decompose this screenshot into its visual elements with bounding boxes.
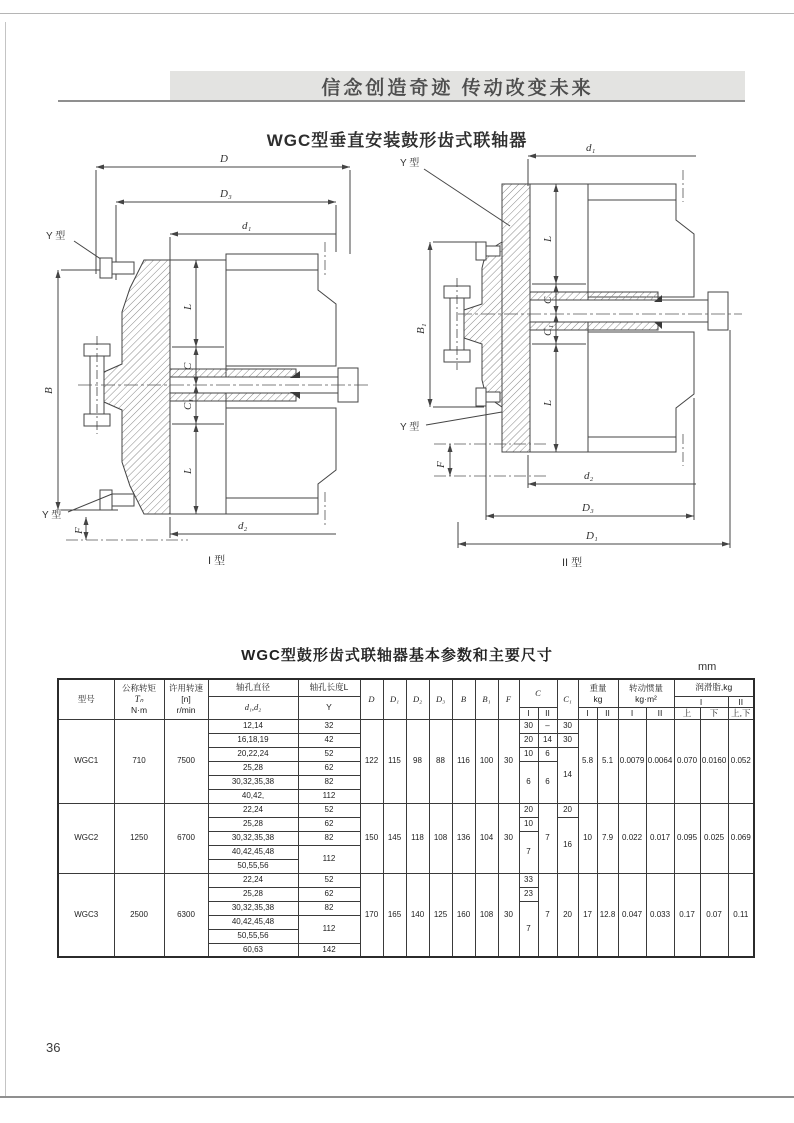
drawing-type2 <box>398 142 760 582</box>
banner-underline <box>58 100 745 102</box>
dim-label-d2: d₂ <box>584 470 594 482</box>
table-cell: 25,28 <box>208 761 298 775</box>
dim-label-C: C <box>182 362 194 370</box>
table-cell: 142 <box>298 943 360 957</box>
dim-label-L-bottom: L <box>542 399 554 406</box>
table-cell: 25,28 <box>208 817 298 831</box>
header-length-sub: Y <box>298 696 360 719</box>
table-cell: 0.070 <box>674 719 700 803</box>
table-cell: 5.8 <box>578 719 597 803</box>
drawing-type1 <box>38 142 398 582</box>
header-model: 型号 <box>58 679 114 719</box>
header-grease-down: 下 <box>700 708 728 720</box>
table-cell: 30 <box>519 719 538 733</box>
table-row <box>58 719 754 733</box>
header-torque-line2: Tₙ <box>134 693 144 704</box>
table-cell: WGC1 <box>58 719 114 803</box>
dim-label-L-bottom: L <box>182 467 194 474</box>
dim-label-F: F <box>73 527 85 534</box>
table-cell: 0.022 <box>618 803 646 873</box>
drawing-caption-type1: I 型 <box>208 555 226 567</box>
table-cell: 0.11 <box>728 873 754 957</box>
table-cell: 145 <box>383 803 406 873</box>
table-cell: 20 <box>557 803 578 817</box>
table-cell: 40,42,45,48 <box>208 845 298 859</box>
table-cell: 10 <box>519 817 538 831</box>
table-cell: 20,22,24 <box>208 747 298 761</box>
unit-label: mm <box>698 661 717 673</box>
table-cell: 62 <box>298 817 360 831</box>
table-cell: 62 <box>298 887 360 901</box>
dim-label-L-top: L <box>542 235 554 242</box>
header-torque-line1: 公称转矩 <box>121 683 156 694</box>
table-cell: 100 <box>475 719 498 803</box>
table-cell: 12.8 <box>597 873 618 957</box>
table-cell: 32 <box>298 719 360 733</box>
header-speed <box>164 679 208 719</box>
header-inertia-I: I <box>618 708 646 720</box>
header-torque <box>114 679 164 719</box>
header-grease: 润滑脂,kg <box>674 679 754 696</box>
table-cell: 82 <box>298 831 360 845</box>
table-cell: 0.0064 <box>646 719 674 803</box>
header-inertia-II: II <box>646 708 674 720</box>
dim-label-C: C <box>542 296 554 304</box>
header-D2: D₂ <box>406 679 429 719</box>
header-inertia-line1: 转动惯量 <box>629 682 664 693</box>
table-cell: 0.17 <box>674 873 700 957</box>
dim-label-B: B <box>43 387 55 394</box>
dim-label-D: D <box>220 153 228 165</box>
header-speed-line2: [n] <box>181 694 191 705</box>
dim-label-B1: B₁ <box>415 323 427 334</box>
page-border-left <box>5 22 6 1096</box>
table-cell: WGC2 <box>58 803 114 873</box>
header-B1: B₁ <box>475 679 498 719</box>
header-weight-line2: kg <box>593 693 603 704</box>
table-cell: 30 <box>498 719 519 803</box>
table-cell: 30 <box>557 719 578 733</box>
table-cell: 42 <box>298 733 360 747</box>
table-cell: 710 <box>114 719 164 803</box>
header-C1: C₁ <box>557 679 578 719</box>
table-title: WGC型鼓形齿式联轴器基本参数和主要尺寸 <box>241 647 553 664</box>
table-cell: 6 <box>538 747 557 761</box>
table-cell: 6700 <box>164 803 208 873</box>
header-torque-line3: N·m <box>130 705 148 715</box>
table-cell: 165 <box>383 873 406 957</box>
table-cell: 60,63 <box>208 943 298 957</box>
table-cell: 52 <box>298 747 360 761</box>
table-cell: 30 <box>557 733 578 747</box>
table-cell: 20 <box>519 803 538 817</box>
page-border-top <box>0 13 794 14</box>
dim-label-C1: C₁ <box>182 398 194 410</box>
table-cell: 10 <box>519 747 538 761</box>
table-cell: 33 <box>519 873 538 887</box>
table-cell: 136 <box>452 803 475 873</box>
header-speed-line3: r/min <box>176 704 196 715</box>
table-cell: 82 <box>298 775 360 789</box>
table-body <box>58 719 754 957</box>
header-B: B <box>452 679 475 719</box>
table-cell: 122 <box>360 719 383 803</box>
table-cell: 82 <box>298 901 360 915</box>
header-inertia-line2: kg·m² <box>635 693 657 704</box>
table-cell: 22,24 <box>208 803 298 817</box>
header-weight-I: I <box>578 708 597 720</box>
header-C: C <box>519 679 557 708</box>
table-cell: 118 <box>406 803 429 873</box>
table-cell: 170 <box>360 873 383 957</box>
table-cell: 30 <box>498 873 519 957</box>
table-cell: 7500 <box>164 719 208 803</box>
table-cell: 30 <box>498 803 519 873</box>
header-bore: 轴孔直径 <box>208 679 298 696</box>
table-cell: 0.0079 <box>618 719 646 803</box>
y-type-label-top: Y 型 <box>400 158 420 169</box>
table-head <box>58 679 754 719</box>
dim-label-D3: D₃ <box>582 502 594 514</box>
table-cell: 20 <box>557 873 578 957</box>
table-cell: 23 <box>519 887 538 901</box>
header-grease-II: II <box>728 696 754 708</box>
header-length: 轴孔长度L <box>298 679 360 696</box>
parameters-table <box>57 678 755 958</box>
table-cell: 0.0160 <box>700 719 728 803</box>
y-type-label-bottom: Y 型 <box>400 422 420 433</box>
header-row-1 <box>58 679 754 696</box>
table-cell: 116 <box>452 719 475 803</box>
table-cell: 108 <box>429 803 452 873</box>
header-grease-updown: 上,下 <box>728 708 754 720</box>
table-cell: 25,28 <box>208 887 298 901</box>
table-cell: 115 <box>383 719 406 803</box>
dim-label-d1: d₁ <box>586 142 596 154</box>
dim-label-d2: d₂ <box>238 520 248 532</box>
y-type-label-bottom: Y 型 <box>42 510 62 521</box>
header-inertia <box>618 679 674 708</box>
table-cell: 50,55,56 <box>208 929 298 943</box>
table-cell: 6 <box>519 761 538 803</box>
table-cell: 16 <box>557 817 578 873</box>
table-cell: 1250 <box>114 803 164 873</box>
header-D3: D₃ <box>429 679 452 719</box>
table-cell: 108 <box>475 873 498 957</box>
table-cell: 98 <box>406 719 429 803</box>
header-weight <box>578 679 618 708</box>
page-number: 36 <box>46 1040 61 1055</box>
table-cell: 112 <box>298 915 360 943</box>
header-C-II: II <box>538 708 557 720</box>
table-cell: 104 <box>475 803 498 873</box>
table-cell: 14 <box>538 733 557 747</box>
table-cell: 0.047 <box>618 873 646 957</box>
table-cell: 50,55,56 <box>208 859 298 873</box>
table-cell: 52 <box>298 803 360 817</box>
header-banner <box>170 71 745 101</box>
page-title: WGC型垂直安装鼓形齿式联轴器 <box>266 131 528 150</box>
table-cell: 12,14 <box>208 719 298 733</box>
table-cell: 0.052 <box>728 719 754 803</box>
header-speed-line1: 许用转速 <box>168 683 203 694</box>
dim-label-d1: d₁ <box>242 220 252 232</box>
drawing-caption-type2: II 型 <box>562 557 583 569</box>
table-cell: 112 <box>298 789 360 803</box>
dim-label-F: F <box>435 461 447 468</box>
table-cell: 30,32,35,38 <box>208 901 298 915</box>
table-cell: 17 <box>578 873 597 957</box>
table-cell: 0.095 <box>674 803 700 873</box>
table-cell: 20 <box>519 733 538 747</box>
table-cell: 2500 <box>114 873 164 957</box>
table-cell: 62 <box>298 761 360 775</box>
table-cell: 88 <box>429 719 452 803</box>
table-cell: 40,42,45,48 <box>208 915 298 929</box>
table-cell: 10 <box>578 803 597 873</box>
table-cell: 125 <box>429 873 452 957</box>
table-cell: 52 <box>298 873 360 887</box>
table-cell: 5.1 <box>597 719 618 803</box>
table-cell: 7.9 <box>597 803 618 873</box>
table-cell: 0.069 <box>728 803 754 873</box>
dim-label-D3: D₃ <box>220 188 232 200</box>
table-cell: 22,24 <box>208 873 298 887</box>
table-cell: 0.025 <box>700 803 728 873</box>
table-cell: 30,32,35,38 <box>208 775 298 789</box>
table-cell: 112 <box>298 845 360 873</box>
table-cell: 150 <box>360 803 383 873</box>
header-grease-up: 上 <box>674 708 700 720</box>
table-cell: WGC3 <box>58 873 114 957</box>
page-border-bottom <box>0 1096 794 1098</box>
header-weight-line1: 重量 <box>589 682 607 693</box>
table-cell: 0.07 <box>700 873 728 957</box>
table-cell: 16,18,19 <box>208 733 298 747</box>
banner-slogan: 信念创造奇迹 传动改变未来 <box>321 77 594 99</box>
table-row <box>58 803 754 817</box>
table-cell: 7 <box>538 803 557 873</box>
dim-label-D1: D₁ <box>586 530 598 542</box>
dim-label-L-top: L <box>182 303 194 310</box>
table-cell: 140 <box>406 873 429 957</box>
table-row <box>58 873 754 887</box>
table-cell: 160 <box>452 873 475 957</box>
table-cell: 40,42, <box>208 789 298 803</box>
table-cell: 6 <box>538 761 557 803</box>
header-F: F <box>498 679 519 719</box>
table-cell: – <box>538 719 557 733</box>
table-cell: 7 <box>519 831 538 873</box>
table-cell: 0.033 <box>646 873 674 957</box>
header-bore-sub: d₁,d₂ <box>208 696 298 719</box>
header-C-I: I <box>519 708 538 720</box>
table-cell: 6300 <box>164 873 208 957</box>
header-grease-I: I <box>674 696 728 708</box>
dim-label-C1: C₁ <box>542 324 554 336</box>
table-cell: 7 <box>519 901 538 957</box>
table-cell: 0.017 <box>646 803 674 873</box>
table-cell: 30,32,35,38 <box>208 831 298 845</box>
header-D1: D₁ <box>383 679 406 719</box>
table-cell: 7 <box>538 873 557 957</box>
y-type-label-top: Y 型 <box>46 231 66 242</box>
header-weight-II: II <box>597 708 618 720</box>
header-D: D <box>360 679 383 719</box>
table-cell: 14 <box>557 747 578 803</box>
